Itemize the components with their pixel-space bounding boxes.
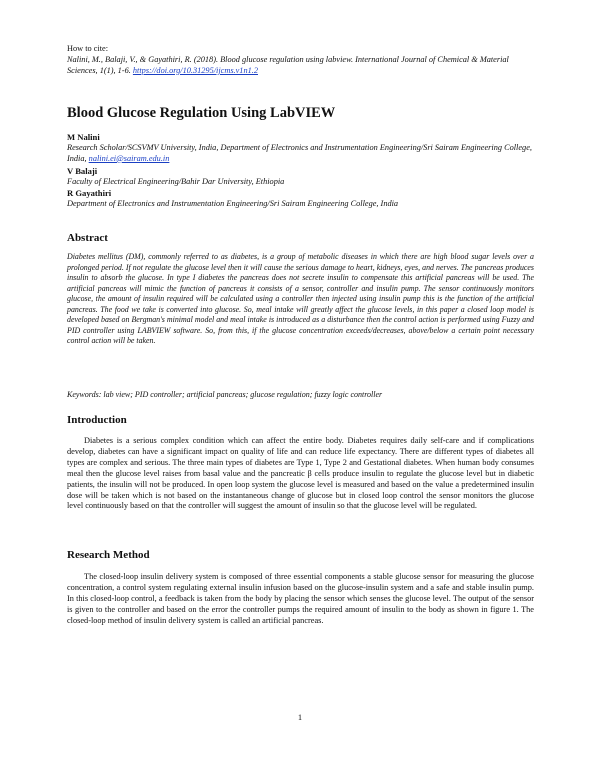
- page-number: 1: [297, 712, 303, 722]
- keywords-label: Keywords:: [67, 390, 102, 399]
- introduction-heading: Introduction: [67, 414, 127, 426]
- author-affiliation: [67, 143, 534, 165]
- author-affiliation-text: Research Scholar/SCSVMV University, India, Department of Electronics and Instrumentation Engineering/Sri Sairam Engineering College, India,: [67, 143, 532, 163]
- introduction-text: Diabetes is a serious complex condition which can affect the entire body. Diabetes requires daily self-care and if complications develop, diabetes can have a significant impact on quality of life and can reduce life expectancy. There are different types of diabetes all types are complex and serious. The three main types of diabetes are Type 1, Type 2 and Gestational diabetes. When human body consumes meal then the glucose level raises from basal value and the pancreatic β cells produce insulin to regulate the glucose level but in diabetic patients, the insulin will not be produced. In open loop system the glucose level is measured and based on the value a predetermined insulin dose will be taken which is not based on the instantaneous change of glucose but in closed loop control the sensor monitors the glucose level continuously based on that the controller will suggest the amount of insulin so that the glucose level will be regulated.: [67, 436, 534, 511]
- author-name: R Gayathiri: [67, 188, 112, 199]
- citation-text: [67, 55, 534, 77]
- author-affiliation: Department of Electronics and Instrumentation Engineering/Sri Sairam Engineering College, India: [67, 199, 399, 209]
- research-method-text: The closed-loop insulin delivery system is composed of three essential components a stable glucose sensor for measuring the glucose concentration, a control system regulating external insulin infusion based on the glucose-insulin system and a safe and stable insulin pump. In this closed-loop control, a feedback is taken from the body by placing the sensor which senses the glucose level. The output of the sensor is given to the controller and based on the error the controller pumps the required amount of insulin to the body as shown in figure 1. The closed-loop method of insulin delivery system is called an artificial pancreas.: [67, 572, 534, 625]
- keywords-text: lab view; PID controller; artificial pancreas; glucose regulation; fuzzy logic controller: [103, 390, 383, 399]
- abstract-text: Diabetes mellitus (DM), commonly referred to as diabetes, is a group of metabolic diseases in which there are high blood sugar levels over a prolonged period. If not regulate the glucose level then it will cause the serious damage to heart, kidneys, eyes, and nerves. The pancreas produces insulin to absorb the glucose. In type I diabetes the pancreas does not secrete insulin to compensate this artificial pancreas will be used. The artificial pancreas will mimic the function of pancreas it consists of a sensor, controller and insulin pump. The sensor continuously monitors glucose, the amount of insulin required will be calculated using a controller then injected using insulin pump this is the function of the artificial pancreas. The food we take is converted into glucose. So, meal intake will greatly affect the glucose levels, in this paper a closed loop model is developed based on Bergman's minimal model and meal intake is introduced as a disturbance then the control action is performed using Fuzzy and PID controller using LABVIEW software. So, from this, if the glucose concentration exceeds/decreases, above/below a certain point necessary control action will be taken.: [67, 252, 534, 345]
- research-method-heading: Research Method: [67, 549, 150, 561]
- citation-block: [67, 44, 534, 76]
- citation-reference: Nalini, M., Balaji, V., & Gayathiri, R. (2018). Blood glucose regulation using labview. International Journal of Chemical & Material Sciences, 1(1), 1-6.: [67, 54, 509, 75]
- authors-block: [67, 132, 534, 210]
- citation-label: How to cite:: [67, 44, 109, 53]
- author-affiliation: Faculty of Electrical Engineering/Bahir Dar University, Ethiopia: [67, 176, 285, 186]
- paper-title: Blood Glucose Regulation Using LabVIEW: [67, 105, 336, 121]
- author-email-link[interactable]: nalini.ei@sairam.edu.in: [88, 153, 170, 163]
- author-name: M Nalini: [67, 132, 100, 142]
- citation-doi-link[interactable]: https://doi.org/10.31295/ijcms.v1n1.2: [132, 65, 258, 75]
- author-name: V Balaji: [67, 165, 98, 176]
- abstract-heading: Abstract: [67, 232, 108, 244]
- keywords-line: [67, 390, 534, 399]
